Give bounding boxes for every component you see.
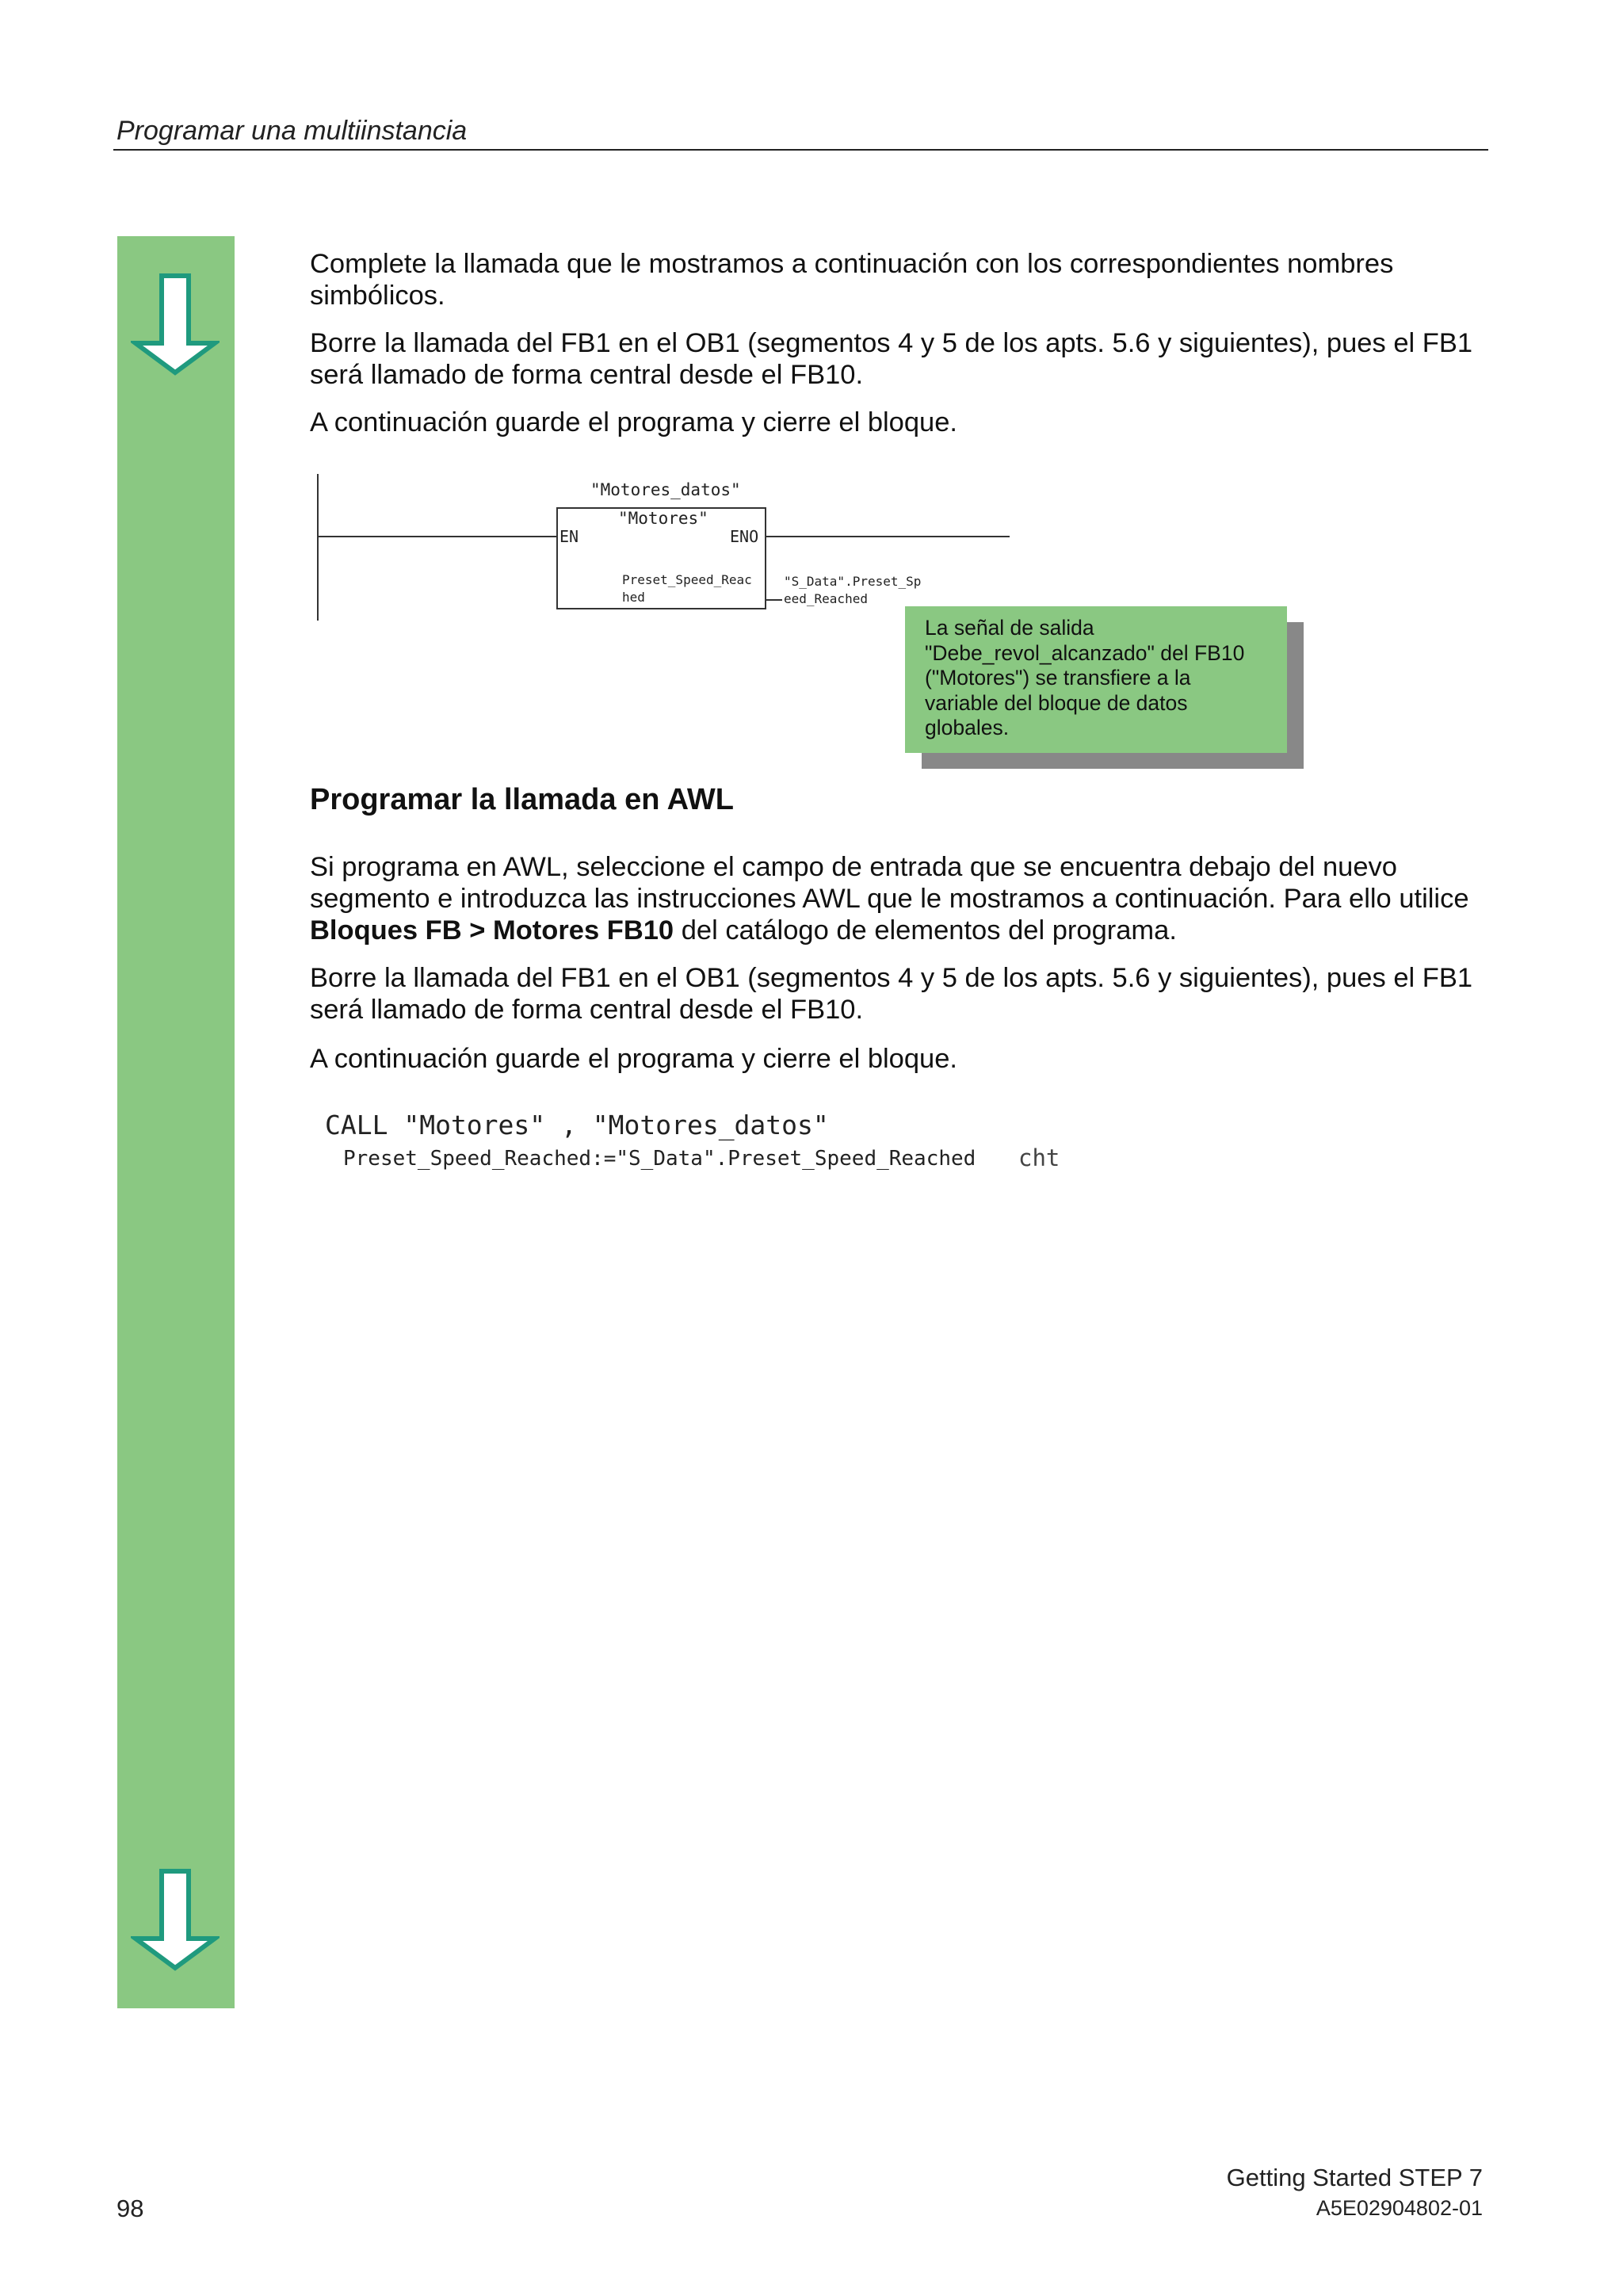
menu-path-emphasis: Bloques FB > Motores FB10 <box>310 915 674 946</box>
paragraph-save-close: A continuación guarde el programa y cierre el bloque. <box>310 407 957 437</box>
header-title: Programar una multiinstancia <box>116 116 468 146</box>
fb-name-label: "Motores" <box>618 509 708 528</box>
awl-code-fragment: cht <box>1018 1144 1060 1171</box>
awl-code-line: Preset_Speed_Reached:="S_Data".Preset_Speed_Reached <box>343 1147 976 1171</box>
output-pin-label-cont: hed <box>622 590 645 605</box>
en-pin-label: EN <box>559 527 579 546</box>
callout-note: La señal de salida "Debe_revol_alcanzado" del FB10 ("Motores") se transfiere a la variable del bloque de datos globales. <box>905 606 1287 753</box>
footer-title: Getting Started STEP 7 <box>1226 2164 1483 2191</box>
paragraph-complete-call: Complete la llamada que le mostramos a continuación con los correspondientes nombres simbólicos. <box>310 249 1394 311</box>
power-rail <box>317 474 319 621</box>
eno-pin-label: ENO <box>730 527 759 546</box>
paragraph-delete-call-awl: Borre la llamada del FB1 en el OB1 (segmentos 4 y 5 de los apts. 5.6 y siguientes), pues el FB1 será llamado de forma central desde el FB10. <box>310 963 1473 1025</box>
output-wire <box>766 536 1010 537</box>
footer-doc-code: A5E02904802-01 <box>1316 2196 1483 2220</box>
output-operand-cont: eed_Reached <box>784 591 868 606</box>
paragraph-awl-instructions <box>310 851 1491 946</box>
paragraph-awl-text: Si programa en AWL, seleccione el campo de entrada que se encuentra debajo del nuevo segmento e introduzca las instrucciones AWL que le mostramos a continuación. Para ello utilice <box>310 852 1469 914</box>
input-wire <box>319 536 556 537</box>
output-operand: "S_Data".Preset_Sp <box>784 574 922 589</box>
output-pin-label: Preset_Speed_Reac <box>622 572 752 587</box>
step-sidebar <box>117 236 235 2008</box>
down-arrow-icon <box>131 273 220 376</box>
down-arrow-icon <box>131 1869 220 1972</box>
paragraph-delete-call: Borre la llamada del FB1 en el OB1 (segmentos 4 y 5 de los apts. 5.6 y siguientes), pues el FB1 será llamado de forma central desde el FB10. <box>310 328 1473 390</box>
output-pin-stub <box>766 599 782 601</box>
paragraph-awl-text-end: del catálogo de elementos del programa. <box>674 915 1177 946</box>
awl-code-line: CALL "Motores" , "Motores_datos" <box>325 1110 829 1140</box>
page-number: 98 <box>116 2195 144 2222</box>
header-divider <box>113 149 1488 151</box>
instance-db-label: "Motores_datos" <box>590 480 741 499</box>
section-heading: Programar la llamada en AWL <box>310 783 734 816</box>
paragraph-save-close-awl: A continuación guarde el programa y cierre el bloque. <box>310 1044 957 1074</box>
